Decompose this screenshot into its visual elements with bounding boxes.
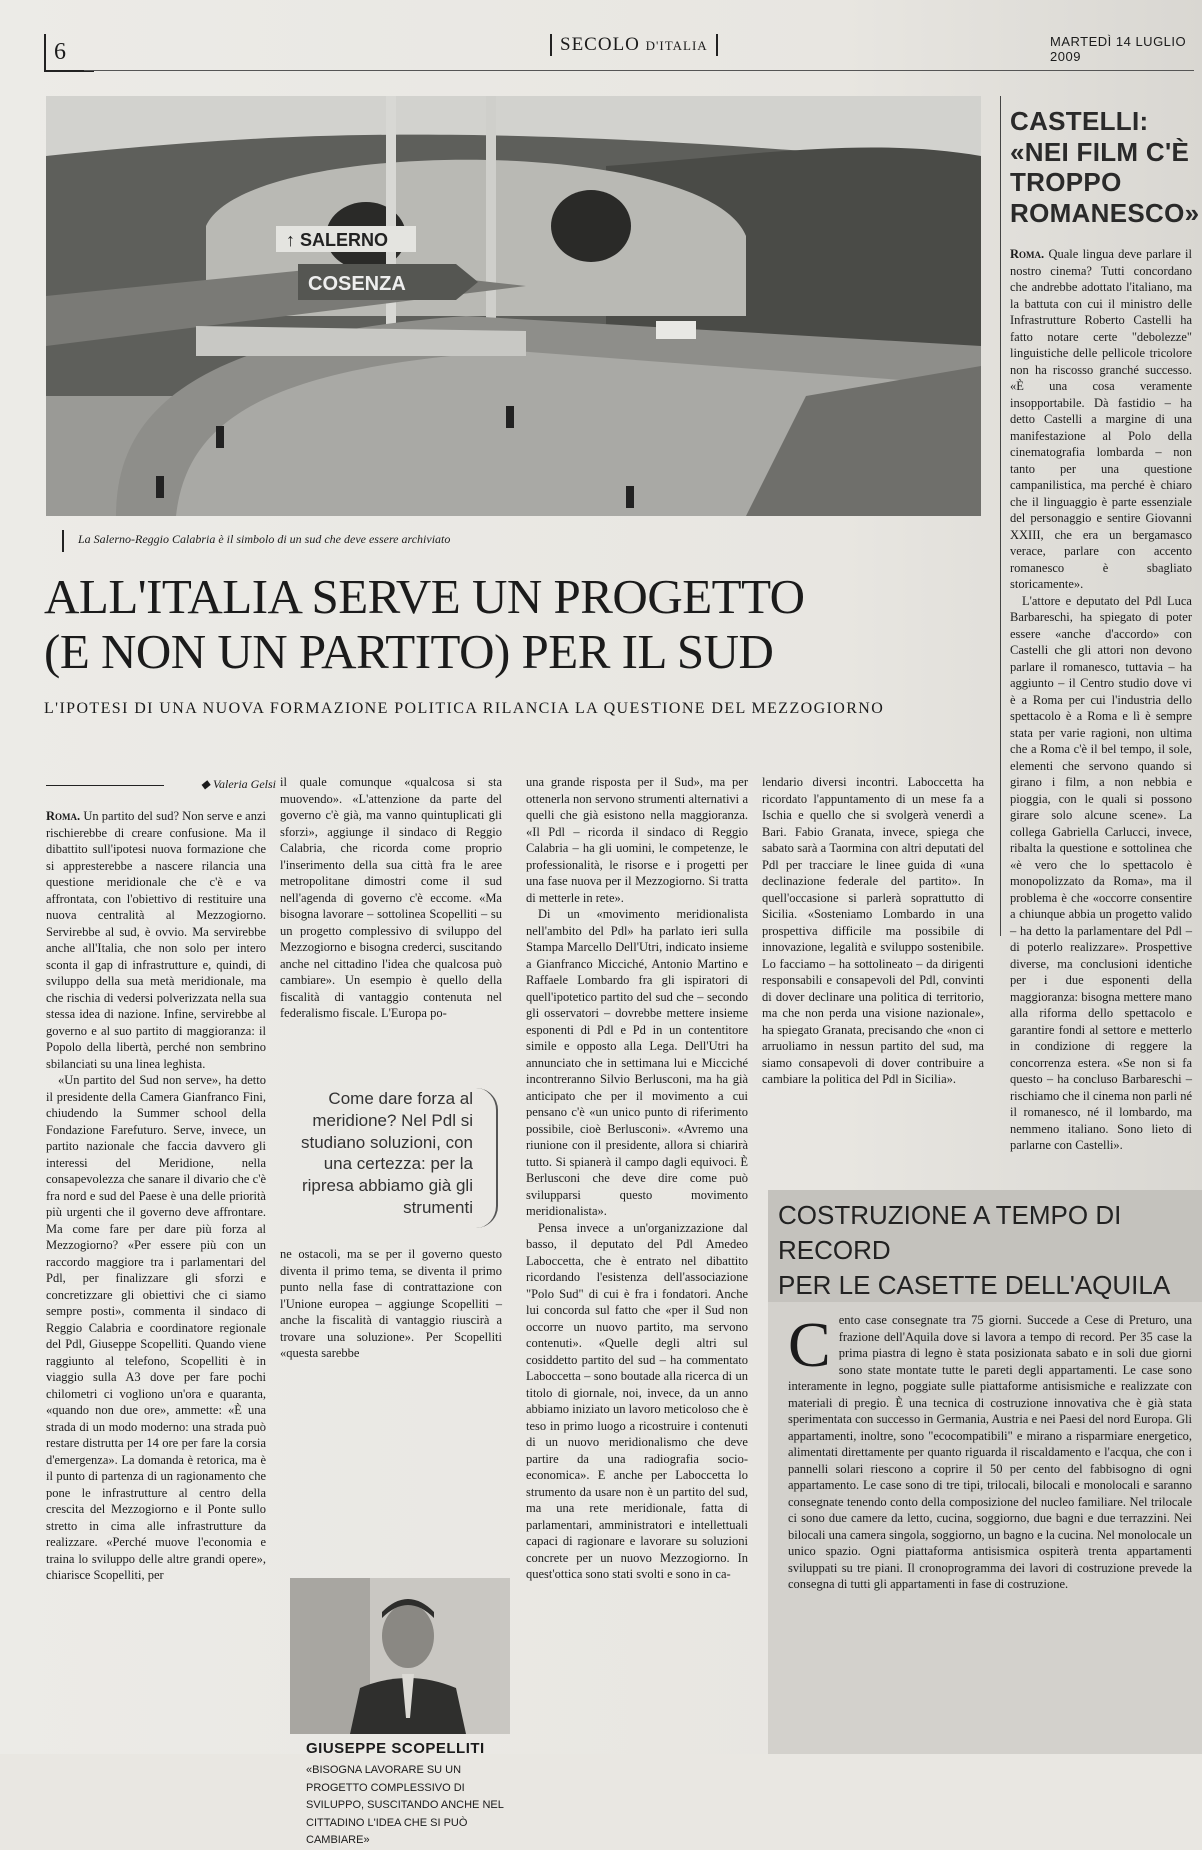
paragraph: Pensa invece a un'organizzazione dal basso, il deputato del Pdl Amedeo Laboccetta, che è entrato nel dibattito ricordando l'esistenza dell'associazione "Polo Sud" di cui è fra i fondatori. Anche lui concorda sul fatto che «per il Sud non occorre un nuovo partito, ma servono contenuti». «Quelle degli altri sul cosiddetto partito del sud – ha commentato Laboccetta – sono boutade alla ricerca di un titolo di giornale, noi, invece, da un anno abbiamo iniziato un lavoro meticoloso che è teso in primo luogo a ricostruire i contenuti di un nuovo meridionalismo che deve partire da una radiografia socio-economica». E anche per Laboccetta lo strumento da usare non è un partito del sud, ma una rete meridionale, fatta di parlamentari, amministratori e intellettuali capaci di ragionare e lavorare su soluzioni concrete per un nuovo Mezzogiorno. In quest'ottica sono stati svolti e sono in ca- [526, 1220, 748, 1581]
sidebar-headline: CASTELLI: «NEI FILM C'È TROPPO ROMANESCO» [1010, 106, 1200, 229]
portrait-photo [290, 1578, 510, 1734]
quote-bracket [476, 1088, 498, 1228]
headline-line-1: ALL'ITALIA SERVE UN PROGETTO [44, 569, 805, 624]
highway-photo [46, 96, 981, 516]
portrait-illustration [290, 1578, 510, 1734]
sign-cosenza: COSENZA [308, 273, 406, 295]
article-column-1 [46, 808, 266, 1748]
masthead-main: SECOLO [560, 34, 640, 55]
paragraph: L'attore e deputato del Pdl Luca Barbareschi, ha spiegato di poter essere «anche d'accordo» con Castelli che gli attori non devono parlare il romanesco, tuttavia – ha aggiunto – il Centro studio dove vi è a Roma per cui l'industria dello spettacolo è a Roma e lì è sempre stata per varie ragioni, non ultima che a Roma c'è il bel tempo, il sole, elementi che servono quando si girano i film, a non nebbia e pioggia, con le quali si possono girare solo alcune scene». La collega Gabriella Carlucci, invece, ribalta la questione e sottolinea che «è vero che lo spettacolo è monopolizzato da Roma», ma il problema è che «occorre consentire a chiunque abbia un progetto valido – ha detto la parlamentare del Pdl – di poterlo realizzare». Prospettive diverse, ma conclusioni identiche per i due esponenti della maggioranza: bisogna mettere mano alla riforma dello spettacolo e garantire fondi al settore e metterlo in condizione di reggere la concorrenza estera. «Se non si fa questo – ha concluso Barbareschi – rischiamo che il cinema non parli né il romanesco, né il lombardo, ma nemmeno italiano. Sono lieto di parlarne con Castelli». [1010, 593, 1192, 1152]
photo-caption: La Salerno-Reggio Calabria è il simbolo di un sud che deve essere archiviato [62, 530, 450, 552]
sign-salerno: ↑ SALERNO [286, 230, 389, 250]
paragraph: una grande risposta per il Sud», ma per ottenerla non servono strumenti alternativi a quelli che già esistono nella maggioranza. «Il Pdl – ricorda il sindaco di Reggio Calabria – ha gli uomini, le competenze, le professionalità, le risorse e i progetti per una fase nuova per il Mezzogiorno. Si tratta di metterle in rete». [526, 775, 748, 905]
masthead-small: D'ITALIA [645, 38, 708, 53]
masthead [550, 34, 718, 56]
boxed-title-line-2: PER LE CASETTE DELL'AQUILA [778, 1269, 1171, 1300]
dateline-lead: Roma. [1010, 247, 1045, 261]
deck: L'IPOTESI DI UNA NUOVA FORMAZIONE POLITICA RILANCIA LA QUESTIONE DEL MEZZOGIORNO [44, 700, 885, 717]
paragraph [46, 808, 266, 1072]
paragraph: «Un partito del Sud non serve», ha detto il presidente della Camera Gianfranco Fini, chiudendo la Summer school della Fondazione Farefuturo. Serve, invece, un partito nazionale che faccia davvero gli interessi del Meridione, nella consapevolezza che sanare il divario che c'è fra nord e sud del Paese è una delle priorità più urgenti che il governo deve affrontare. Ma come fare per dare più forza al Mezzogiorno? «Per essere più con un raccordo maggiore tra i parlamentari del Pdl, per finalizzare gli sforzi e concretizzare gli obiettivi che ci siamo sempre posti», commenta il sindaco di Reggio Calabria e coordinatore regionale del Pdl, Giuseppe Scopelliti. Quando viene raggiunto al telefono, Scopelliti è in viaggio sulla A3 dove per fare pochi chilometri ci vogliono un'ora e quaranta, «quando non due ore», ammette: «È una strada di un modo moderno: una strada può restare distrutta per 14 ore per fare la corsia d'emergenza». La domanda è retorica, ma è il punto di partenza di un ragionamento che pone le infrastrutture al centro della crescita del Mezzogiorno e il Ponte sullo stretto in cima alle infrastrutture da realizzare. «Perché muove l'economia e traina lo sviluppo delle altre grandi opere», chiarisce Scopelliti, per [46, 1073, 266, 1582]
portrait-name: GIUSEPPE SCOPELLITI [306, 1740, 485, 1757]
drop-cap: C [788, 1309, 831, 1380]
article-column-2-continued [280, 1246, 502, 1562]
boxed-article-text: ento case consegnate tra 75 giorni. Succede a Cese di Preturo, una frazione dell'Aquila dove si lavora a tempo di record. Per 35 case la prima piastra di legno è stata posizionata sabato e in soli due giorni sono state montate tutte le pareti degli appartamenti. Le case sono interamente in legno, poggiate sulle piattaforme antisismiche e realizzate con materiali di pregio. È una tecnica di costruzione innovativa che è già stata sperimentata con successo in Germania, Austria e nei Paesi del nord Europa. Gli appartamenti, inoltre, sono "ecocompatibili" e mirano a risparmiare energetico, alimentati direttamente per quanto riguarda il riscaldamento e l'acqua, che con i pannelli solari riescono a coprire il 50 per cento del fabbisogno di ogni appartamento. Le case sono di tre tipi, trilocali, bilocali e monolocali e saranno consegnate tenendo conto della composizione del nucleo familiare. Nel trilocale ci sono due camere da letto, cucina, soggiorno, due bagni e due terrazzini. Nei bilocali una camera singola, soggiorno, un bagno e la cucina. Nel monolocale un unico spazio. Ogni piattaforma antisismica ospiterà trenta appartamenti sviluppati su tre piani. Il cronoprogramma dei lavori di costruzione prevede la consegna di tutti gli appartamenti in fase di costruzione. [788, 1313, 1192, 1591]
portrait-quote: «BISOGNA LAVORARE SU UN PROGETTO COMPLESSIVO DI SVILUPPO, SUSCITANDO ANCHE NEL CITTADINO L'IDEA CHE SI PUÒ CAMBIARE» [306, 1764, 504, 1847]
paragraph [1010, 246, 1192, 593]
highway-illustration [46, 96, 981, 516]
paragraph-text: Quale lingua deve parlare il nostro cinema? Tutti concordano che andrebbe adottato l'italiano, ma la battuta con cui il ministro delle Infrastrutture Roberto Castelli ha fatto notare certe "debolezze" linguistiche delle pellicole tricolore non ha riscosso granché successo. «È una cosa veramente insopportabile. Dà fastidio – ha detto Castelli a margine di una manifestazione al Polo della cinematografia lombarda – non tanto per una questione campanilistica, ma perché è chiaro che il linguaggio è parte essenziale del personaggio e sentire Giovanni XXIII, che era un bergamasco verace, parlare con accento romanesco è sbagliato storicamente». [1010, 247, 1193, 591]
byline: ◆ Valeria Gelsi [46, 777, 276, 792]
article-column-2 [280, 774, 502, 1070]
paragraph: ne ostacoli, ma se per il governo questo diventa il primo tema, se diventa il primo punto nella fase di contrattazione con l'Unione europea – aggiunge Scopelliti – anche la fiscalità di vantaggio riuscirà a trovare una soluzione». Per Scopelliti «questa sarebbe [280, 1247, 502, 1360]
article-column-3 [526, 774, 748, 1750]
paragraph: il quale comunque «qualcosa si sta muovendo». «L'attenzione da parte del governo c'è già, ma vanno quintuplicati gli sforzi», aggiunge il sindaco di Reggio Calabria, che ricorda come proprio l'inserimento della sua città fra le aree metropolitane dimostri come il sud nell'agenda di governo c'è eccome. «Ma bisogna lavorare – sottolinea Scopelliti – su un progetto complessivo di sviluppo del Mezzogiorno e bisogna crederci, suscitando anche nel cittadino l'idea che qualcosa può cambiare». Un esempio è quello della fiscalità di vantaggio contenuta nel federalismo fiscale. L'Europa po- [280, 775, 502, 1020]
author-name: Valeria Gelsi [213, 777, 276, 791]
paragraph-text: Un partito del sud? Non serve e anzi rischierebbe di creare confusione. Ma il dibattito sull'ipotesi nuova formazione che si appresterebbe a nascere rilancia una questione meridionale che c'è e va affrontata, con l'obiettivo di restituire una nuova centralità al Mezzogiorno. Servirebbe al sud, è ovvio. Ma servirebbe anche all'Italia, che non solo per intero sconta il gap di infrastrutture e, quindi, di sviluppo della sua metà meridionale, ma che rischia di vedersi polverizzata nella sua stessa idea di nazione. Infine, servirebbe al governo e al suo partito di maggioranza: il Popolo della libertà, perché non sembrino sbilanciati su una linea leghista. [46, 809, 267, 1071]
dateline: MARTEDÌ 14 LUGLIO 2009 [1050, 34, 1187, 64]
page-number: 6 [44, 34, 94, 72]
article-column-4 [762, 774, 984, 1174]
boxed-article-title [778, 1198, 1198, 1302]
pull-quote: Come dare forza al meridione? Nel Pdl si studiano soluzioni, con una certezza: per la ripresa abbiamo già gli strumenti [300, 1089, 473, 1217]
headline [44, 570, 994, 680]
paragraph: Di un «movimento meridionalista nell'ambito del Pdl» ha parlato ieri sulla Stampa Marcello Dell'Utri, indicato insieme a Gianfranco Micciché, Antonio Martino e Raffaele Lombardo fra gli ispiratori di quell'ipotetico partito del sud che – secondo gli osservatori – dovrebbe mettere insieme esponenti di Pdl e Pd in un contentitore simile e opposto alla Lega. Dell'Utri ha annunciato che in settimana lui e Micciché incontreranno Silvio Berlusconi, ma ha già anticipato che per il movimento a cui pensano c'è «un unico punto di riferimento possibile, cioè Berlusconi». «Avremo una riunione con il presidente, allora si chiarirà tutto. Si spianerà il campo dagli equivoci. È Berlusconi che deve dire come può svilupparsi questo movimento meridionalista». [526, 907, 748, 1218]
dateline-lead: Roma. [46, 809, 81, 823]
headline-line-2: (E NON UN PARTITO) PER IL SUD [44, 623, 774, 679]
boxed-article-body [788, 1309, 1192, 1748]
boxed-title-line-1: COSTRUZIONE A TEMPO DI RECORD [778, 1200, 1122, 1265]
paragraph: lendario diversi incontri. Laboccetta ha ricordato l'appuntamento di un mese fa a Ischia e quello che si svolgerà venerdì a Bari. Fabio Granata, invece, spiega che sabato sarà a Taormina con altri deputati del Pdl per tracciare le linee guida di «una declinazione federale del partito». In quell'occasione si parlerà soprattutto di Sicilia. «Sosteniamo Lombardo in una prospettiva difficile ma possibile di innovazione, legalità e sviluppo sostenibile. Lo facciamo – ha sottolineato – da dirigenti responsabili e consapevoli del Pdl, convinti di dover declinare una politica di territorio, ma che non perda una visione nazionale», ha spiegato Granata, precisando che «non ci arruoliamo in nessun partito del sud, ma siamo consapevoli di dover contribuire a cambiare la politica del Pdl in Sicilia». [762, 775, 984, 1086]
sidebar-body [1010, 246, 1193, 1152]
header-rule [84, 70, 1194, 71]
